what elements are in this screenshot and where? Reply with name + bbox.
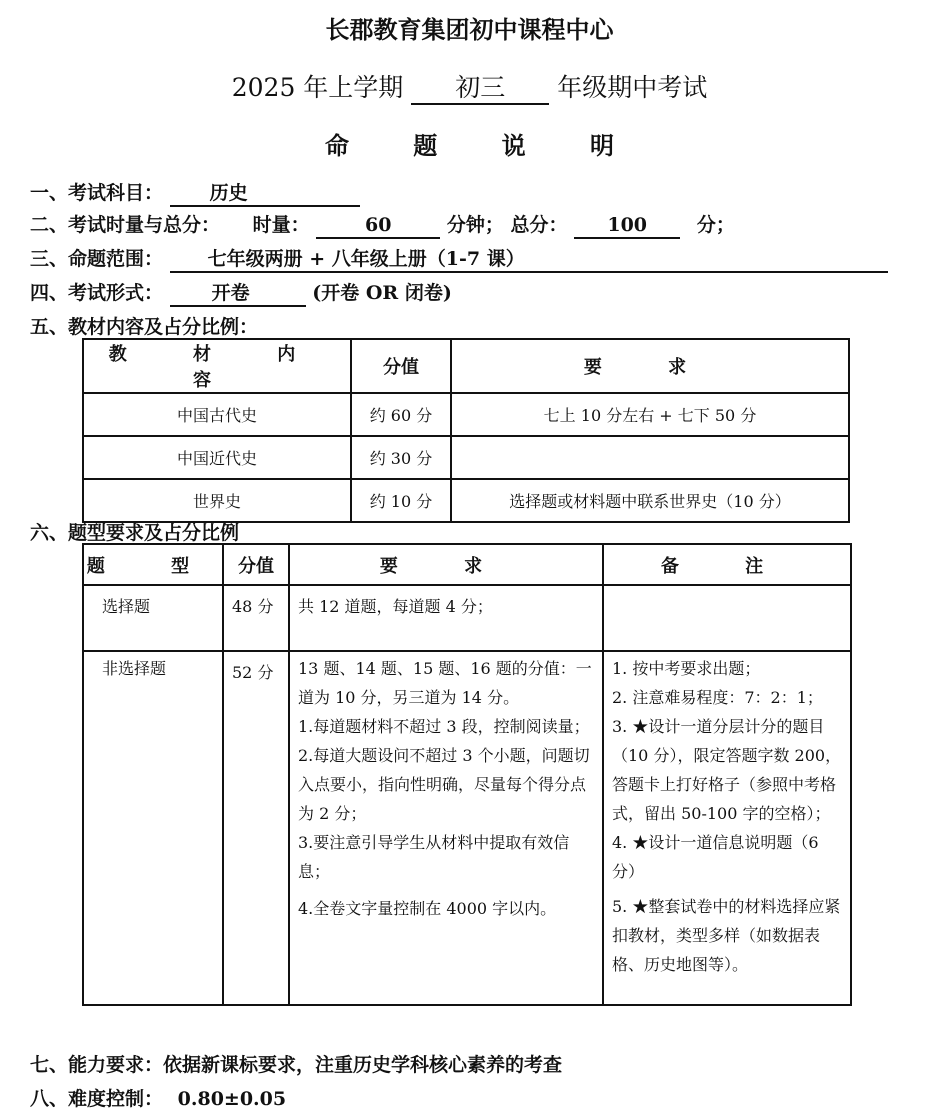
time-word: 时量：: [252, 214, 310, 236]
scope-value: 七年级两册 + 八年级上册（1-7 课）: [170, 247, 888, 273]
exam-title: [0, 68, 939, 105]
requirement-cell: [289, 651, 603, 1005]
requirement-cell: 共 12 道题，每道题 4 分；: [289, 585, 603, 651]
ability-line: 七、能力要求：依据新课标要求，注重历史学科核心素养的考查: [30, 1054, 563, 1076]
table-row: [83, 436, 849, 479]
requirement-text: 2.每道大题设问不超过 3 个小题，问题切入点要小，指向性明确，尽量每个得分点为 2 分；: [298, 746, 590, 823]
difficulty-label: 八、难度控制：: [30, 1088, 164, 1110]
time-label: 二、考试时量与总分：: [30, 214, 221, 236]
table-row: [83, 651, 851, 1005]
score-value: 100: [574, 213, 680, 239]
form-value: 开卷: [170, 281, 306, 307]
subject-line: [30, 178, 360, 207]
content-cell: 选择题或材料题中联系世界史（10 分）: [451, 479, 849, 522]
difficulty-line: [30, 1084, 286, 1111]
exam-prefix: 2025 年上学期: [231, 73, 404, 102]
note-text: 3. ★设计一道分层计分的题目（10 分），限定答题字数 200，答题卡上打好格子（参照中考格式，留出 50-100 字的空格）；: [612, 717, 842, 823]
content-label: 五、教材内容及占分比例：: [30, 316, 259, 338]
score-cell: 48 分: [223, 585, 289, 651]
requirement-text: 13 题、14 题、15 题、16 题的分值：一道为 10 分，另三道为 14 分。: [298, 659, 592, 707]
table-row: [83, 479, 849, 522]
requirement-text: 1.每道题材料不超过 3 段，控制阅读量；: [298, 717, 590, 736]
score-unit: 分；: [696, 214, 735, 236]
type-header-score: 分值: [223, 544, 289, 585]
note-cell: [603, 651, 851, 1005]
table-row: [83, 393, 849, 436]
requirement-text: 3.要注意引导学生从材料中提取有效信息；: [298, 833, 570, 881]
type-header-requirement: 要 求: [289, 544, 603, 585]
content-cell: 约 10 分: [351, 479, 451, 522]
scope-label: 三、命题范围：: [30, 248, 164, 270]
type-header-type: 题 型: [83, 544, 223, 585]
type-table: [82, 543, 852, 1006]
content-header-score: 分值: [351, 339, 451, 393]
content-cell: 七上 10 分左右 + 七下 50 分: [451, 393, 849, 436]
content-header-requirement: 要 求: [451, 339, 849, 393]
score-word: 总分：: [510, 214, 568, 236]
content-header-material: 教 材 内 容: [83, 339, 351, 393]
content-table-header: [83, 339, 849, 393]
form-line: [30, 278, 452, 307]
scope-line: [30, 244, 888, 273]
difficulty-value: 0.80±0.05: [177, 1088, 287, 1110]
type-table-header: [83, 544, 851, 585]
form-label: 四、考试形式：: [30, 282, 164, 304]
note-text: 4. ★设计一道信息说明题（6 分）: [612, 833, 819, 881]
note-text: 2. 注意难易程度：7：2：1；: [612, 688, 823, 707]
note-cell: [603, 585, 851, 651]
subject-label: 一、考试科目：: [30, 182, 164, 204]
time-value: 60: [316, 213, 440, 239]
content-cell: [451, 436, 849, 479]
content-cell: 中国古代史: [83, 393, 351, 436]
type-header-note: 备 注: [603, 544, 851, 585]
type-cell: 非选择题: [83, 651, 223, 1005]
score-cell: 52 分: [223, 651, 289, 1005]
type-label: 六、题型要求及占分比例: [30, 522, 240, 544]
note-text: 1. 按中考要求出题；: [612, 659, 761, 678]
subject-value: 历史: [170, 181, 360, 207]
content-cell: 中国近代史: [83, 436, 351, 479]
exam-suffix: 年级期中考试: [557, 73, 708, 102]
grade-blank: 初三: [411, 73, 549, 105]
content-cell: 约 60 分: [351, 393, 451, 436]
table-row: [83, 585, 851, 651]
note-text: 5. ★整套试卷中的材料选择应紧扣教材，类型多样（如数据表格、历史地图等）。: [612, 897, 841, 974]
org-title: 长郡教育集团初中课程中心: [325, 15, 614, 44]
content-cell: 约 30 分: [351, 436, 451, 479]
type-cell: 选择题: [83, 585, 223, 651]
time-unit: 分钟；: [446, 214, 504, 236]
content-cell: 世界史: [83, 479, 351, 522]
requirement-text: 4.全卷文字量控制在 4000 字以内。: [298, 899, 557, 918]
time-line: [30, 210, 735, 239]
content-table: [82, 338, 850, 523]
form-note: (开卷 OR 闭卷): [312, 282, 452, 304]
doc-title: 命 题 说 明: [324, 131, 643, 160]
